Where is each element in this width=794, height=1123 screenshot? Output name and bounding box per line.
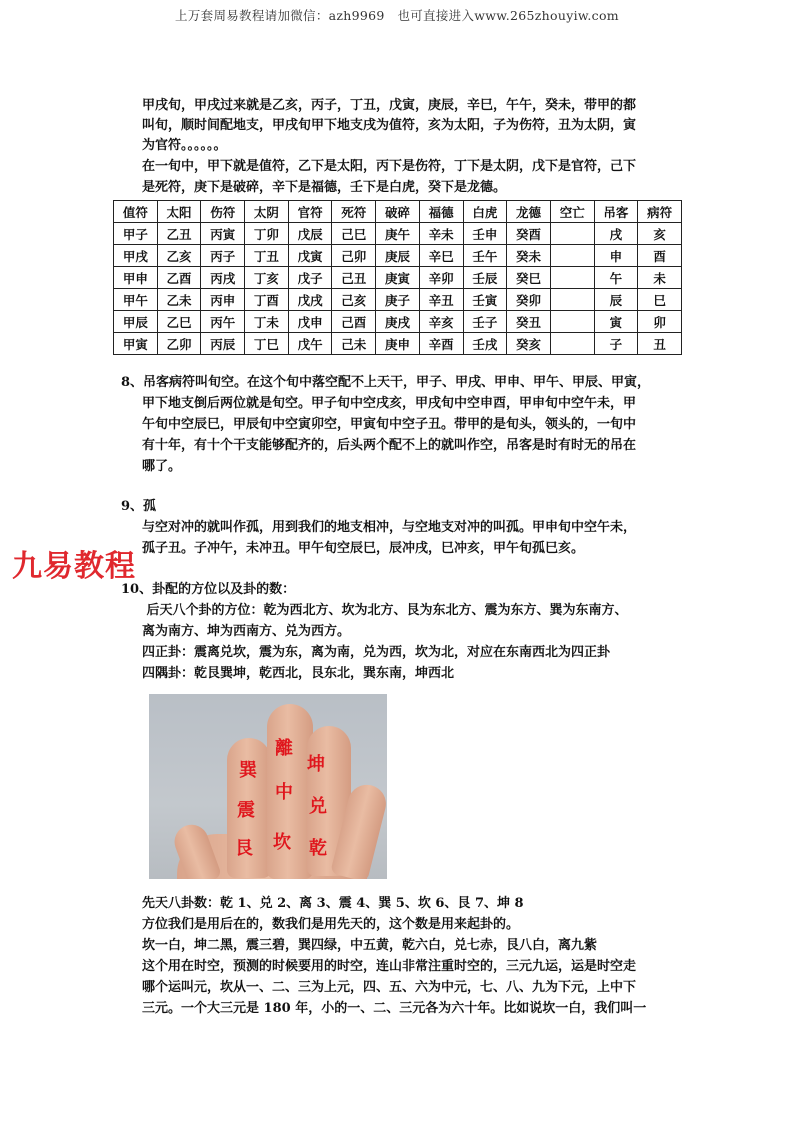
gua-label-dui: 兑 xyxy=(309,796,327,817)
table-cell: 丁酉 xyxy=(245,289,289,311)
table-cell xyxy=(550,267,594,289)
section8-line-1: 8、吊客病符叫旬空。在这个旬中落空配不上天干，甲子、甲戌、甲申、甲午、甲辰、甲寅， xyxy=(121,375,651,390)
table-cell: 丙午 xyxy=(201,311,245,333)
table-cell: 乙丑 xyxy=(157,223,201,245)
table-header-cell: 吊客 xyxy=(594,201,638,223)
table-row xyxy=(114,245,682,267)
table-cell: 戊午 xyxy=(288,333,332,355)
table-cell xyxy=(550,311,594,333)
table-cell: 巳 xyxy=(638,289,682,311)
table-cell: 乙酉 xyxy=(157,267,201,289)
table-cell: 丙戌 xyxy=(201,267,245,289)
table-cell xyxy=(550,289,594,311)
hand-bagua-photo xyxy=(149,694,387,879)
table-cell: 庚辰 xyxy=(376,245,420,267)
table-cell: 辛丑 xyxy=(419,289,463,311)
table-cell: 戊寅 xyxy=(288,245,332,267)
section10-title: 10、卦配的方位以及卦的数： xyxy=(121,582,296,597)
table-cell: 癸巳 xyxy=(507,267,551,289)
table-cell: 丁丑 xyxy=(245,245,289,267)
table-cell: 戊子 xyxy=(288,267,332,289)
table-cell: 子 xyxy=(594,333,638,355)
closing-line-1: 先天八卦数：乾 1、兑 2、离 3、震 4、巽 5、坎 6、艮 7、坤 8 xyxy=(142,896,524,911)
table-cell: 己酉 xyxy=(332,311,376,333)
table-cell: 酉 xyxy=(638,245,682,267)
gua-label-zhong: 中 xyxy=(275,782,293,803)
table-cell: 乙亥 xyxy=(157,245,201,267)
table-cell: 丙寅 xyxy=(201,223,245,245)
table-cell: 甲寅 xyxy=(114,333,158,355)
table-header-cell: 破碎 xyxy=(376,201,420,223)
gua-label-gen: 艮 xyxy=(235,838,253,859)
page-header: 上万套周易教程请加微信：azh9969 也可直接进入www.265zhouyiw.com xyxy=(175,8,619,23)
table-header-row xyxy=(114,201,682,223)
table-cell: 癸未 xyxy=(507,245,551,267)
table-cell: 丙子 xyxy=(201,245,245,267)
table-cell: 卯 xyxy=(638,311,682,333)
gua-label-kun: 坤 xyxy=(307,754,325,775)
table-cell: 壬戌 xyxy=(463,333,507,355)
section10-line-1: 后天八个卦的方位：乾为西北方、坎为北方、艮为东北方、震为东方、巽为东南方、 xyxy=(142,603,628,618)
table-cell: 戊辰 xyxy=(288,223,332,245)
table-header-cell: 龙德 xyxy=(507,201,551,223)
section8-line-2: 甲下地支倒后两位就是旬空。甲子旬中空戌亥，甲戌旬中空申酉，甲申旬中空午未，甲 xyxy=(142,396,637,411)
table-cell: 甲戌 xyxy=(114,245,158,267)
table-cell: 癸丑 xyxy=(507,311,551,333)
section9-line-1: 与空对冲的就叫作孤，用到我们的地支相冲，与空地支对冲的叫孤。甲申旬中空午未， xyxy=(142,520,637,535)
table-cell: 庚子 xyxy=(376,289,420,311)
table-cell: 甲子 xyxy=(114,223,158,245)
table-cell: 庚戌 xyxy=(376,311,420,333)
section8-line-3: 午旬中空辰巳，甲辰旬中空寅卯空，甲寅旬中空子丑。带甲的是旬头，领头的，一旬中 xyxy=(142,417,637,432)
section9-title: 9、孤 xyxy=(121,499,157,514)
table-header-cell: 福德 xyxy=(419,201,463,223)
section9-line-2: 孤子丑。子冲午，未冲丑。甲午旬空辰巳，辰冲戌，巳冲亥，甲午旬孤巳亥。 xyxy=(142,541,585,556)
table-header-cell: 死符 xyxy=(332,201,376,223)
table-cell: 壬午 xyxy=(463,245,507,267)
closing-line-3: 坎一白，坤二黑，震三碧，巽四绿，中五黄，乾六白，兑七赤，艮八白，离九紫 xyxy=(142,938,598,953)
table-cell: 癸亥 xyxy=(507,333,551,355)
table-header-cell: 太阳 xyxy=(157,201,201,223)
gua-label-qian: 乾 xyxy=(309,838,327,859)
closing-line-4: 这个用在时空，预测的时候要用的时空，连山非常注重时空的，三元九运，运是时空走 xyxy=(142,959,637,974)
table-cell: 辛酉 xyxy=(419,333,463,355)
gua-label-zhen: 震 xyxy=(237,800,255,821)
table-cell xyxy=(550,223,594,245)
watermark-logo: 九易教程 xyxy=(12,549,136,584)
table-cell: 己卯 xyxy=(332,245,376,267)
table-body xyxy=(114,201,682,355)
intro-line-4: 在一旬中，甲下就是值符，乙下是太阳，丙下是伤符，丁下是太阴，戊下是官符，己下 xyxy=(142,159,637,174)
table-cell: 己亥 xyxy=(332,289,376,311)
table-cell: 戊申 xyxy=(288,311,332,333)
table-cell: 辛亥 xyxy=(419,311,463,333)
table-cell: 己未 xyxy=(332,333,376,355)
table-cell: 未 xyxy=(638,267,682,289)
table-cell: 癸卯 xyxy=(507,289,551,311)
table-cell: 庚午 xyxy=(376,223,420,245)
closing-line-5: 哪个运叫元，坎从一、二、三为上元，四、五、六为中元，七、八、九为下元，上中下 xyxy=(142,980,637,995)
table-cell: 申 xyxy=(594,245,638,267)
table-cell: 丑 xyxy=(638,333,682,355)
table-cell: 丁卯 xyxy=(245,223,289,245)
table-header-cell: 空亡 xyxy=(550,201,594,223)
table-header-cell: 值符 xyxy=(114,201,158,223)
table-cell: 辛未 xyxy=(419,223,463,245)
table-cell: 辛巳 xyxy=(419,245,463,267)
table-cell: 亥 xyxy=(638,223,682,245)
gua-label-kan: 坎 xyxy=(273,832,291,853)
table-cell: 辛卯 xyxy=(419,267,463,289)
table-cell: 乙巳 xyxy=(157,311,201,333)
intro-line-2: 叫旬，顺时间配地支，甲戌旬甲下地支戌为值符，亥为太阳，子为伤符，丑为太阴，寅 xyxy=(142,118,637,133)
table-cell xyxy=(550,333,594,355)
table-cell: 庚申 xyxy=(376,333,420,355)
table-row xyxy=(114,311,682,333)
table-cell: 壬辰 xyxy=(463,267,507,289)
table-cell: 辰 xyxy=(594,289,638,311)
section10-line-3: 四正卦：震离兑坎，震为东，离为南，兑为西，坎为北，对应在东南西北为四正卦 xyxy=(142,645,611,660)
table-cell: 寅 xyxy=(594,311,638,333)
table-cell: 戌 xyxy=(594,223,638,245)
table-row xyxy=(114,289,682,311)
table-cell: 丙辰 xyxy=(201,333,245,355)
closing-line-6: 三元。一个大三元是 180 年，小的一、二、三元各为六十年。比如说坎一白，我们叫一 xyxy=(142,1001,647,1016)
table-row xyxy=(114,267,682,289)
section10-line-2: 离为南方、坤为西南方、兑为西方。 xyxy=(142,624,351,639)
intro-line-5: 是死符，庚下是破碎，辛下是福德，壬下是白虎，癸下是龙德。 xyxy=(142,180,507,195)
table-cell: 丁巳 xyxy=(245,333,289,355)
table-header-cell: 伤符 xyxy=(201,201,245,223)
table-cell: 戊戌 xyxy=(288,289,332,311)
table-cell: 壬寅 xyxy=(463,289,507,311)
intro-line-3: 为官符。。。。。。 xyxy=(142,138,227,153)
gua-label-li: 離 xyxy=(275,738,293,759)
closing-line-2: 方位我们是用后在的，数我们是用先天的，这个数是用来起卦的。 xyxy=(142,917,520,932)
table-cell: 乙未 xyxy=(157,289,201,311)
table-cell xyxy=(550,245,594,267)
table-header-cell: 官符 xyxy=(288,201,332,223)
table-cell: 午 xyxy=(594,267,638,289)
section8-line-5: 哪了。 xyxy=(142,459,182,474)
table-cell: 丁未 xyxy=(245,311,289,333)
table-cell: 甲辰 xyxy=(114,311,158,333)
table-cell: 癸酉 xyxy=(507,223,551,245)
table-cell: 甲申 xyxy=(114,267,158,289)
gua-label-xun: 巽 xyxy=(239,760,257,781)
xunkong-table xyxy=(113,200,682,355)
table-cell: 己丑 xyxy=(332,267,376,289)
table-cell: 丙申 xyxy=(201,289,245,311)
table-header-cell: 病符 xyxy=(638,201,682,223)
table-cell: 丁亥 xyxy=(245,267,289,289)
section10-line-4: 四隅卦：乾艮巽坤，乾西北，艮东北，巽东南，坤西北 xyxy=(142,666,455,681)
table-cell: 己巳 xyxy=(332,223,376,245)
table-row xyxy=(114,333,682,355)
intro-line-1: 甲戌旬，甲戌过来就是乙亥，丙子，丁丑，戊寅，庚辰，辛巳，午午，癸未，带甲的都 xyxy=(142,98,637,113)
table-cell: 壬子 xyxy=(463,311,507,333)
table-header-cell: 太阴 xyxy=(245,201,289,223)
table-header-cell: 白虎 xyxy=(463,201,507,223)
table-cell: 乙卯 xyxy=(157,333,201,355)
section8-line-4: 有十年，有十个干支能够配齐的，后头两个配不上的就叫作空，吊客是时有时无的吊在 xyxy=(142,438,637,453)
table-cell: 庚寅 xyxy=(376,267,420,289)
table-cell: 壬申 xyxy=(463,223,507,245)
table-row xyxy=(114,223,682,245)
table-cell: 甲午 xyxy=(114,289,158,311)
